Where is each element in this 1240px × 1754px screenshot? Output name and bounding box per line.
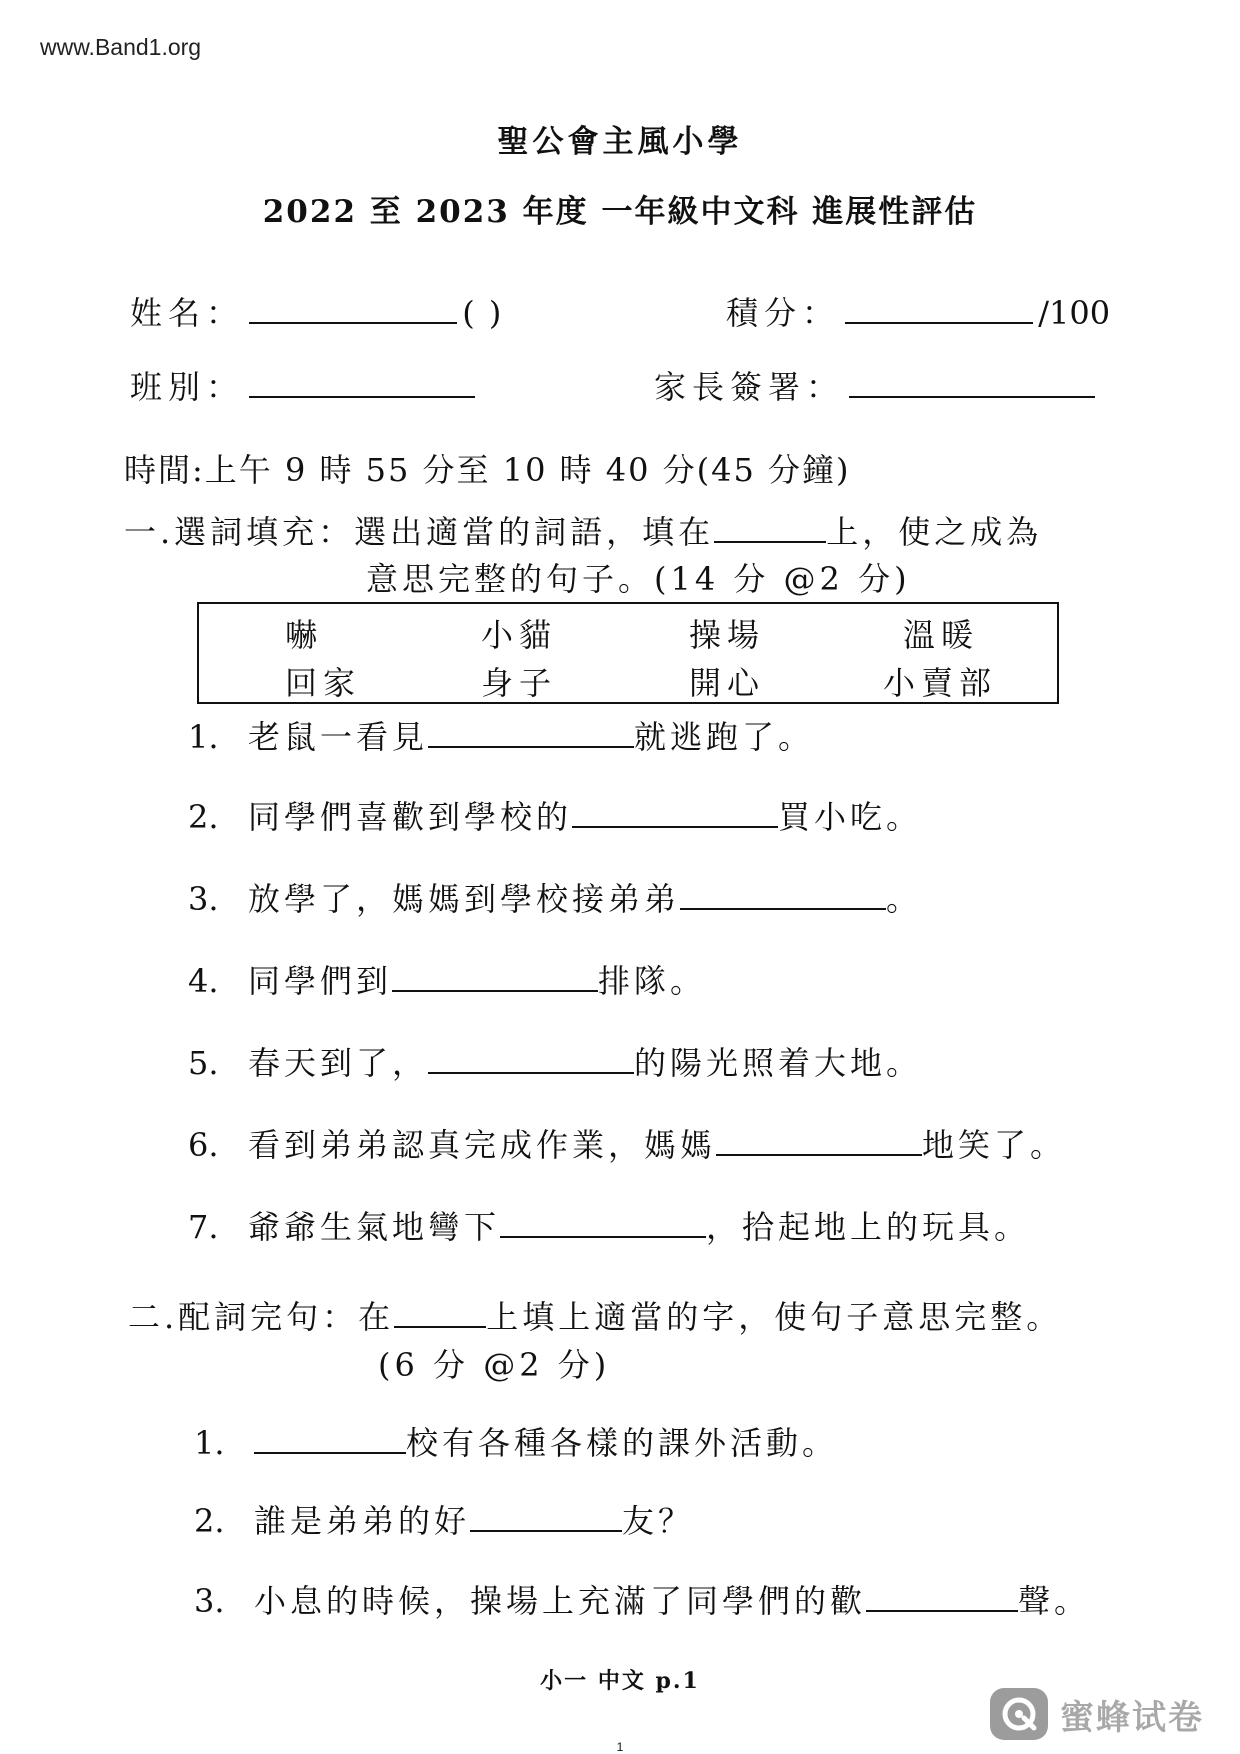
- answer-blank[interactable]: [500, 1235, 706, 1238]
- question-text-after: 。: [886, 880, 923, 918]
- s2-question-3: [194, 1576, 1090, 1622]
- class-number-paren: ( ): [462, 294, 504, 332]
- answer-blank[interactable]: [866, 1609, 1018, 1612]
- s1-question-3: [188, 874, 922, 920]
- s2-question-2: [194, 1496, 694, 1542]
- bee-logo-icon: [990, 1688, 1048, 1740]
- question-number: 5.: [188, 1044, 219, 1082]
- word-bank-item: 小賣部: [883, 664, 998, 702]
- question-number: 2.: [194, 1502, 225, 1540]
- question-text-after: 地笑了。: [922, 1126, 1067, 1164]
- class-label: 班別：: [130, 368, 245, 406]
- question-number: 3.: [194, 1582, 225, 1620]
- answer-blank[interactable]: [470, 1529, 622, 1532]
- answer-blank[interactable]: [254, 1451, 406, 1454]
- question-text-before: 春天到了，: [248, 1044, 429, 1082]
- s1-question-7: [188, 1202, 1030, 1248]
- parent-signature-field: [654, 362, 1095, 408]
- word-bank-item: 溫暖: [903, 616, 980, 654]
- exam-timing: 時間:上午 9 時 55 分至 10 時 40 分(45 分鐘): [124, 451, 851, 489]
- section1-title-part1: 一.選詞填充：選出適當的詞語，填在: [124, 513, 715, 551]
- source-url: www.Band1.org: [40, 34, 202, 60]
- answer-blank[interactable]: [428, 1071, 634, 1074]
- question-text-after: 校有各種各樣的課外活動。: [406, 1424, 839, 1462]
- score-label: 積分：: [726, 294, 841, 332]
- name-blank[interactable]: [249, 321, 457, 324]
- score-total: /100: [1038, 294, 1111, 332]
- question-text-before: 放學了，媽媽到學校接弟弟: [248, 880, 681, 918]
- name-field: [130, 288, 503, 334]
- question-text-after: 的陽光照着大地。: [634, 1044, 923, 1082]
- question-text-after: 買小吃。: [778, 798, 923, 836]
- page-number: 1: [616, 1740, 624, 1754]
- parent-signature-label: 家長簽署：: [654, 368, 845, 406]
- question-text-before: 小息的時候，操場上充滿了同學們的歡: [254, 1582, 867, 1620]
- word-bank-box: [197, 602, 1059, 704]
- word-bank-item: 身子: [481, 664, 558, 702]
- class-blank[interactable]: [249, 395, 475, 398]
- section1-title-part2: 上，使之成為: [826, 513, 1043, 551]
- score-field: [726, 288, 1110, 334]
- question-number: 1.: [188, 718, 219, 756]
- question-number: 2.: [188, 798, 219, 836]
- word-bank-item: 嚇: [285, 616, 324, 654]
- question-text-before: 爺爺生氣地彎下: [248, 1208, 501, 1246]
- question-text-before: 同學們喜歡到學校的: [248, 798, 573, 836]
- logo-text: 蜜蜂试卷: [1060, 1697, 1204, 1738]
- question-text-after: 就逃跑了。: [634, 718, 815, 756]
- parent-signature-blank[interactable]: [849, 395, 1095, 398]
- watermark-logo: [990, 1688, 1204, 1740]
- s1-question-6: [188, 1120, 1066, 1166]
- school-name: 聖公會主風小學: [497, 124, 743, 160]
- question-text-after: 排隊。: [598, 962, 707, 1000]
- question-text-after: 友？: [622, 1502, 695, 1540]
- section1-title: [124, 507, 1042, 553]
- name-label: 姓名：: [130, 294, 245, 332]
- question-number: 6.: [188, 1126, 219, 1164]
- question-text-before: 看到弟弟認真完成作業，媽媽: [248, 1126, 717, 1164]
- exam-title: 2022 至 2023 年度 一年級中文科 進展性評估: [262, 194, 978, 230]
- answer-blank[interactable]: [680, 907, 886, 910]
- class-field: [130, 362, 475, 408]
- question-text-after: ，拾起地上的玩具。: [706, 1208, 1031, 1246]
- word-bank-item: 開心: [689, 664, 766, 702]
- s1-question-1: [188, 712, 814, 758]
- answer-blank[interactable]: [428, 745, 634, 748]
- section2-title-blank-sample: [394, 1325, 486, 1328]
- section2-title-part1: 二.配詞完句：在: [128, 1298, 395, 1336]
- page-footer: 小一 中文 p.1: [540, 1668, 700, 1694]
- question-text-before: 老鼠一看見: [248, 718, 429, 756]
- answer-blank[interactable]: [716, 1153, 922, 1156]
- question-number: 7.: [188, 1208, 219, 1246]
- question-number: 4.: [188, 962, 219, 1000]
- word-bank-item: 操場: [689, 616, 766, 654]
- answer-blank[interactable]: [392, 989, 598, 992]
- s1-question-4: [188, 956, 706, 1002]
- s1-question-5: [188, 1038, 922, 1084]
- question-text-after: 聲。: [1018, 1582, 1091, 1620]
- score-blank[interactable]: [845, 321, 1033, 324]
- section1-title-blank-sample: [714, 540, 826, 543]
- word-bank-item: 回家: [285, 664, 362, 702]
- section1-points: 意思完整的句子。(14 分 @2 分): [366, 560, 911, 598]
- question-number: 3.: [188, 880, 219, 918]
- s2-question-1: [194, 1418, 838, 1464]
- word-bank-item: 小貓: [481, 616, 558, 654]
- section2-points: (6 分 @2 分): [378, 1346, 611, 1384]
- s1-question-2: [188, 792, 922, 838]
- answer-blank[interactable]: [572, 825, 778, 828]
- question-number: 1.: [194, 1424, 225, 1462]
- question-text-before: 誰是弟弟的好: [254, 1502, 471, 1540]
- section2-title: [128, 1292, 1062, 1338]
- question-text-before: 同學們到: [248, 962, 393, 1000]
- section2-title-part2: 上填上適當的字，使句子意思完整。: [486, 1298, 1063, 1336]
